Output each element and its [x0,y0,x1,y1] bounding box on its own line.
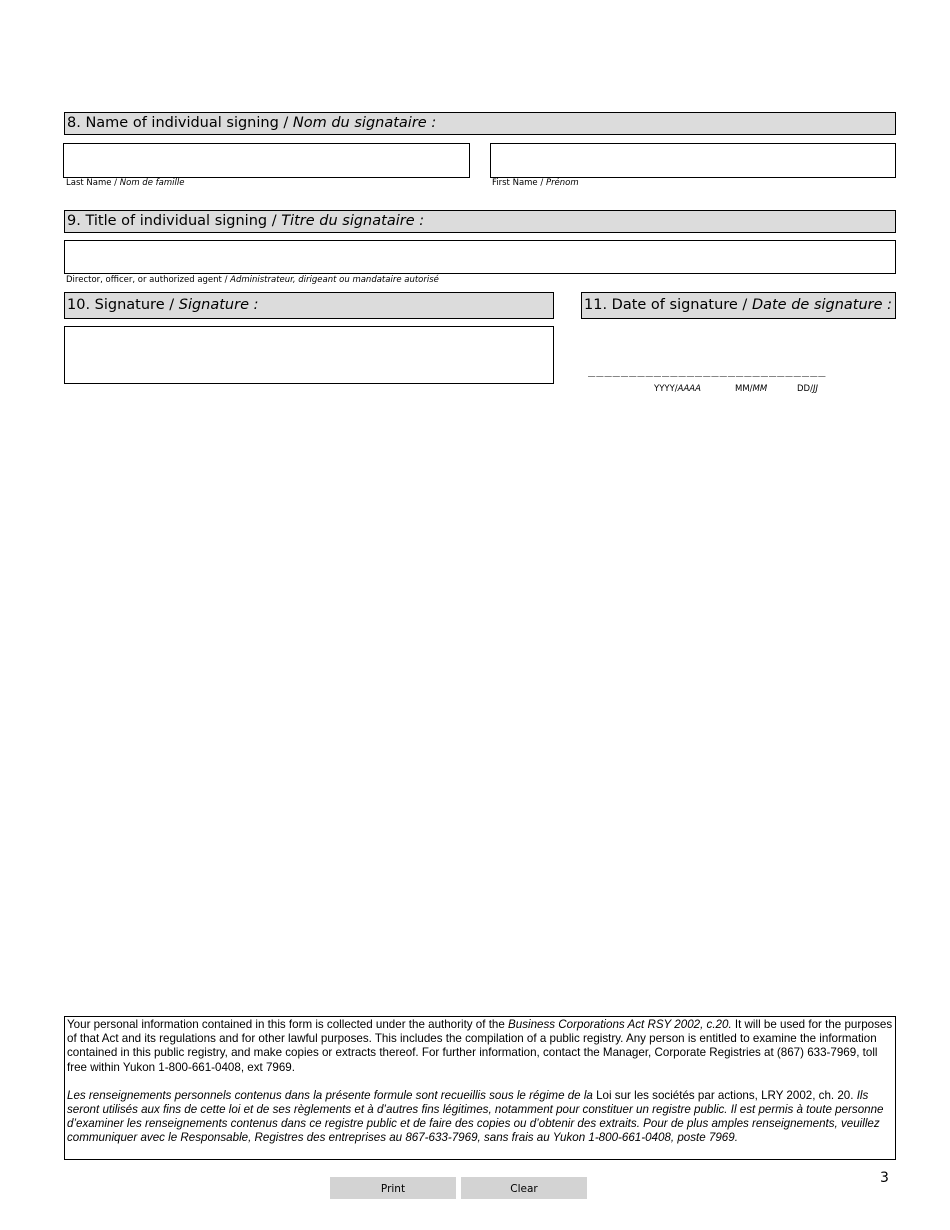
section-9-title-fr: Titre du signataire : [281,213,425,229]
section-10-header [64,292,554,319]
section-8-header [64,112,896,135]
signature-box[interactable] [64,326,554,384]
last-name-input[interactable] [63,143,470,178]
month-caption: MM/MM [735,384,768,394]
year-caption: YYYY/AAAA [654,384,701,394]
print-button[interactable]: Print [330,1177,456,1199]
section-10-title: 10. Signature / [67,297,179,313]
page-number: 3 [880,1170,889,1186]
privacy-notice-fr: Les renseignements personnels contenus dans la présente formule sont recueillis sous le régime de la Loi sur les sociétés par actions, LRY 2002, ch. 20. Ils seront utilisés aux fins de cette loi et de ses règlements et à d’autres fins légitimes, notamment pour constituer un registre public. Il est permis à toute personne d’examiner les renseignements contenus dans ce registre public et de faire des copies ou d’obtenir des extraits. Pour de plus amples renseignements, veuillez communiquer avec le Responsable, Registres des entreprises au 867-633-7969, sans frais au Yukon 1-800-661-0408, poste 7969. [67,1088,884,1145]
section-11-header [581,292,896,319]
first-name-input[interactable] [490,143,896,178]
section-8-title-fr: Nom du signataire : [292,115,437,131]
section-10-title-fr: Signature : [178,297,259,313]
section-8-title: 8. Name of individual signing / [67,115,293,131]
signer-title-caption: Director, officer, or authorized agent / Administrateur, dirigeant ou mandataire autorisé [66,275,439,285]
privacy-notice-en: Your personal information contained in this form is collected under the authority of the Business Corporations Act RSY 2002, c.20. It will be used for the purposes of that Act and its regulations and for other lawful purposes. This includes the compilation of a public registry. Any person is entitled to examine the information contained in this public registry, and make copies or extracts thereof. For further information, contact the Manager, Corporate Registries at (867) 633-7969, toll free within Yukon 1-800-661-0408, ext 7969. [67,1018,893,1074]
section-9-header [64,210,896,233]
clear-button[interactable]: Clear [461,1177,587,1199]
first-name-caption: First Name / Prénom [492,178,579,188]
section-11-title: 11. Date of signature / [584,297,752,313]
section-11-title-fr: Date de signature : [751,297,893,313]
section-9-title: 9. Title of individual signing / [67,213,282,229]
last-name-caption: Last Name / Nom de famille [66,178,185,188]
signer-title-input[interactable] [64,240,896,274]
privacy-notice [64,1016,896,1160]
date-signature-line[interactable]: _____________________________ [588,363,827,377]
day-caption: DD/JJ [797,384,818,394]
